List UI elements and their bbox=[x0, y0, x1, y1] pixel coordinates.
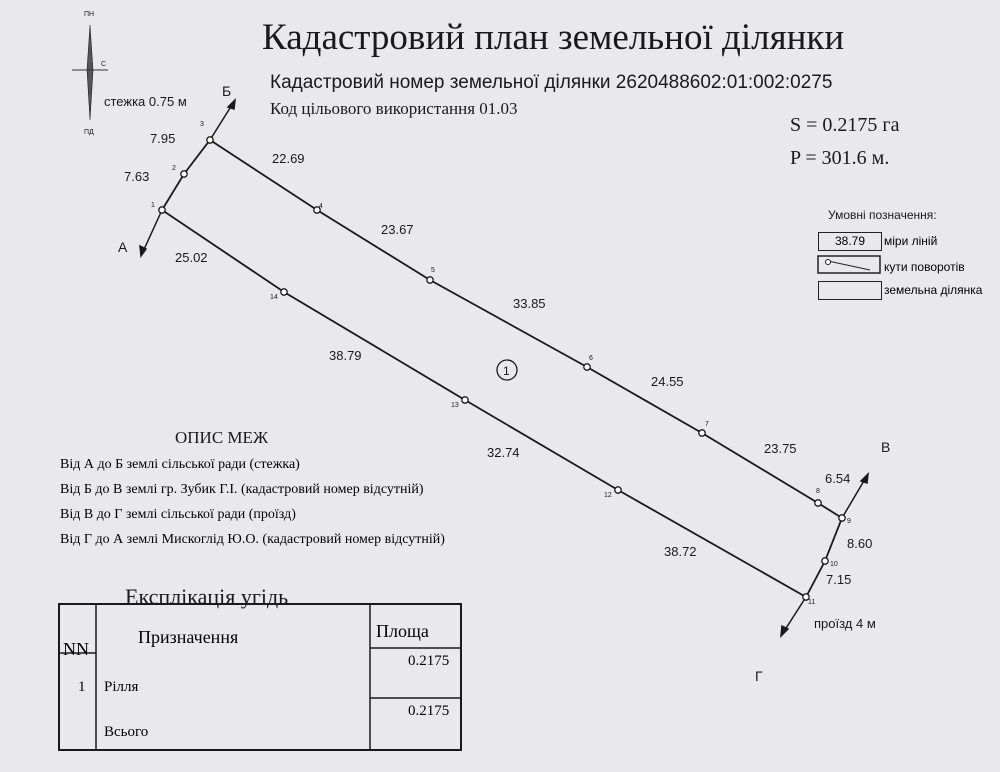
arrow-v-icon bbox=[861, 474, 868, 483]
explication-title: Експлікація угідь bbox=[125, 584, 289, 609]
legend-plot-box bbox=[818, 281, 882, 300]
boundary-item: Від А до Б землі сільської ради (стежка) bbox=[60, 457, 300, 472]
svg-text:1: 1 bbox=[151, 202, 155, 209]
svg-text:3: 3 bbox=[200, 121, 204, 128]
svg-text:6: 6 bbox=[589, 355, 593, 362]
boundary-item: Від Г до А землі Мискоглід Ю.О. (кадастровий номер відсутній) bbox=[60, 532, 445, 547]
svg-text:23.75: 23.75 bbox=[764, 441, 797, 456]
legend-point-icon bbox=[826, 260, 831, 265]
svg-text:9: 9 bbox=[847, 518, 851, 525]
legend-land-plot: земельна ділянка bbox=[884, 283, 983, 297]
row-nn: 1 bbox=[78, 679, 86, 695]
svg-text:8.60: 8.60 bbox=[847, 536, 873, 551]
svg-text:33.85: 33.85 bbox=[513, 296, 546, 311]
corner-g-label: Г bbox=[755, 668, 763, 684]
svg-text:2: 2 bbox=[172, 165, 176, 172]
total-value: 0.2175 bbox=[408, 703, 450, 719]
svg-text:7.63: 7.63 bbox=[124, 169, 150, 184]
total-label: Всього bbox=[104, 724, 149, 740]
svg-text:25.02: 25.02 bbox=[175, 250, 208, 265]
svg-text:24.55: 24.55 bbox=[651, 374, 684, 389]
compass-north: ПН bbox=[84, 11, 95, 18]
svg-text:23.67: 23.67 bbox=[381, 222, 414, 237]
header-purpose: Призначення bbox=[138, 627, 239, 647]
svg-text:7: 7 bbox=[705, 421, 709, 428]
svg-text:22.69: 22.69 bbox=[272, 151, 305, 166]
boundary-title: ОПИС МЕЖ bbox=[175, 428, 269, 447]
parcel-number: 1 bbox=[503, 364, 510, 378]
legend-turn-angles: кути поворотів bbox=[884, 260, 965, 274]
legend-title: Умовні позначення: bbox=[828, 208, 937, 222]
svg-text:7.15: 7.15 bbox=[826, 572, 852, 587]
page-title: Кадастровий план земельної ділянки bbox=[262, 17, 845, 58]
svg-text:4: 4 bbox=[319, 203, 323, 210]
boundary-item: Від В до Г землі сільської ради (проїзд) bbox=[60, 507, 296, 522]
driveway-label: проїзд 4 м bbox=[814, 616, 876, 631]
svg-text:5: 5 bbox=[431, 267, 435, 274]
area-value: S = 0.2175 га bbox=[790, 114, 900, 136]
turn-points bbox=[159, 137, 845, 600]
svg-text:38.79: 38.79 bbox=[329, 348, 362, 363]
cadastral-number: Кадастровий номер земельної ділянки 2620488602:01:002:0275 bbox=[270, 72, 833, 93]
corner-a-label: А bbox=[118, 239, 128, 255]
svg-text:38.72: 38.72 bbox=[664, 544, 697, 559]
land-parcel-outline bbox=[162, 140, 842, 597]
legend-sample-box bbox=[818, 232, 882, 251]
purpose-code: Код цільового використання 01.03 bbox=[270, 99, 518, 118]
arrow-b-icon bbox=[228, 100, 235, 109]
svg-text:8: 8 bbox=[816, 488, 820, 495]
header-area: Площа bbox=[376, 621, 429, 641]
svg-text:14: 14 bbox=[270, 294, 278, 301]
svg-text:32.74: 32.74 bbox=[487, 445, 520, 460]
svg-text:7.95: 7.95 bbox=[150, 131, 176, 146]
row-area: 0.2175 bbox=[408, 653, 450, 669]
corner-b-label: Б bbox=[222, 83, 232, 99]
compass-icon bbox=[72, 11, 108, 136]
svg-text:12: 12 bbox=[604, 492, 612, 499]
header-nn: NN bbox=[63, 639, 89, 659]
legend-line-measures: міри ліній bbox=[884, 234, 938, 248]
svg-text:10: 10 bbox=[830, 561, 838, 568]
boundary-item: Від Б до В землі гр. Зубик Г.І. (кадастровий номер відсутній) bbox=[60, 482, 424, 497]
svg-text:6.54: 6.54 bbox=[825, 471, 851, 486]
compass-east: С bbox=[101, 61, 107, 68]
svg-text:13: 13 bbox=[451, 402, 459, 409]
perimeter-value: P = 301.6 м. bbox=[790, 147, 890, 169]
corner-v-label: В bbox=[881, 439, 891, 455]
legend-angle-line bbox=[828, 261, 870, 270]
compass-south: ПД bbox=[84, 129, 94, 136]
explication-table bbox=[58, 603, 462, 751]
svg-text:11: 11 bbox=[808, 599, 816, 606]
path-label: стежка 0.75 м bbox=[104, 94, 187, 109]
row-purpose: Рілля bbox=[104, 679, 139, 695]
legend-sample-value: 38.79 bbox=[834, 234, 866, 248]
